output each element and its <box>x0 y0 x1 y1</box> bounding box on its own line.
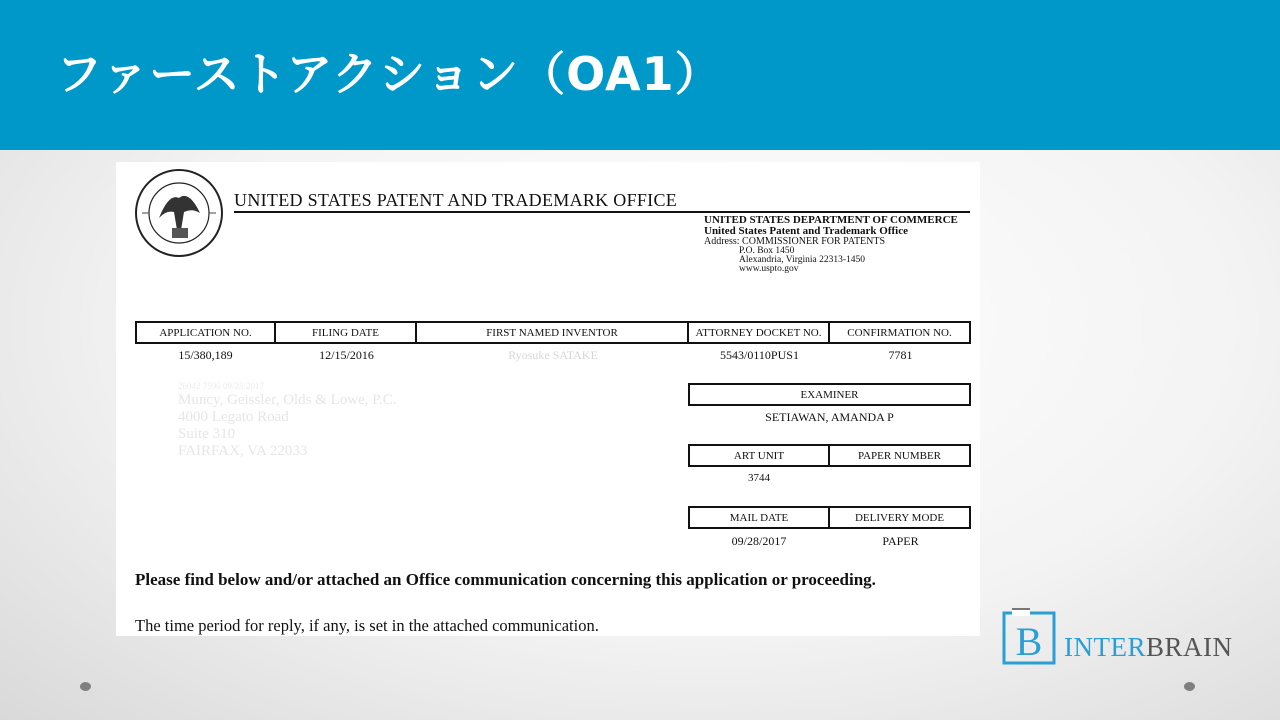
value-application-no: 15/380,189 <box>178 348 233 362</box>
logo-letter: B <box>1015 619 1043 664</box>
header-art-unit: ART UNIT <box>688 444 830 467</box>
header-delivery-mode: DELIVERY MODE <box>830 506 971 529</box>
address-line: 4000 Legato Road <box>178 409 289 425</box>
header-mail-date: MAIL DATE <box>688 506 830 529</box>
examiner-row <box>688 383 971 406</box>
value-attorney-docket-no: 5543/0110PUS1 <box>720 348 799 362</box>
decorative-dot-right <box>1184 682 1195 691</box>
uspto-seal-icon <box>134 168 224 258</box>
dept-line: United States Patent and Trademark Office <box>704 225 908 237</box>
correspondence-address <box>178 392 396 460</box>
dept-line: www.uspto.gov <box>739 264 799 274</box>
value-first-named-inventor: Ryosuke SATAKE <box>508 348 598 362</box>
header-filing-date: FILING DATE <box>276 321 417 344</box>
header-first-named-inventor: FIRST NAMED INVENTOR <box>417 321 689 344</box>
art-unit-row <box>688 444 971 467</box>
value-filing-date: 12/15/2016 <box>319 348 374 362</box>
department-address <box>704 215 958 274</box>
address-line: FAIRFAX, VA 22033 <box>178 443 308 459</box>
office-communication-notice: Please find below and/or attached an Office communication concerning this application or proceeding. <box>135 570 876 589</box>
address-header: 26042 7590 09/28/2017 <box>178 381 265 391</box>
reply-period-text: The time period for reply, if any, is set in the attached communication. <box>135 616 599 635</box>
value-mail-date: 09/28/2017 <box>731 534 787 548</box>
header-attorney-docket-no: ATTORNEY DOCKET NO. <box>689 321 830 344</box>
office-title-rule <box>234 211 970 213</box>
value-delivery-mode: PAPER <box>882 534 919 548</box>
address-line: Muncy, Geissler, Olds & Lowe, P.C. <box>178 392 397 408</box>
value-confirmation-no: 7781 <box>888 348 913 362</box>
slide-header <box>0 0 1280 150</box>
dept-line: P.O. Box 1450 <box>739 246 795 256</box>
header-examiner: EXAMINER <box>688 383 971 406</box>
address-line: Suite 310 <box>178 426 236 442</box>
office-title: UNITED STATES PATENT AND TRADEMARK OFFICE <box>234 190 678 210</box>
slide-title: ファーストアクション（OA1） <box>56 47 722 101</box>
interbrain-logo-icon <box>1002 608 1058 666</box>
value-examiner: SETIAWAN, AMANDA P <box>765 410 894 424</box>
header-paper-number: PAPER NUMBER <box>830 444 971 467</box>
application-header-row <box>135 321 971 344</box>
header-confirmation-no: CONFIRMATION NO. <box>830 321 971 344</box>
value-art-unit: 3744 <box>748 472 770 484</box>
decorative-dot-left <box>80 682 91 691</box>
dept-line: UNITED STATES DEPARTMENT OF COMMERCE <box>704 214 958 226</box>
uspto-document <box>116 162 980 636</box>
header-application-no: APPLICATION NO. <box>135 321 276 344</box>
mail-date-row <box>688 506 971 529</box>
dept-line: Alexandria, Virginia 22313-1450 <box>739 255 865 265</box>
interbrain-logo-text: INTERBRAIN <box>1064 632 1233 662</box>
dept-line: Address: COMMISSIONER FOR PATENTS <box>704 236 886 247</box>
